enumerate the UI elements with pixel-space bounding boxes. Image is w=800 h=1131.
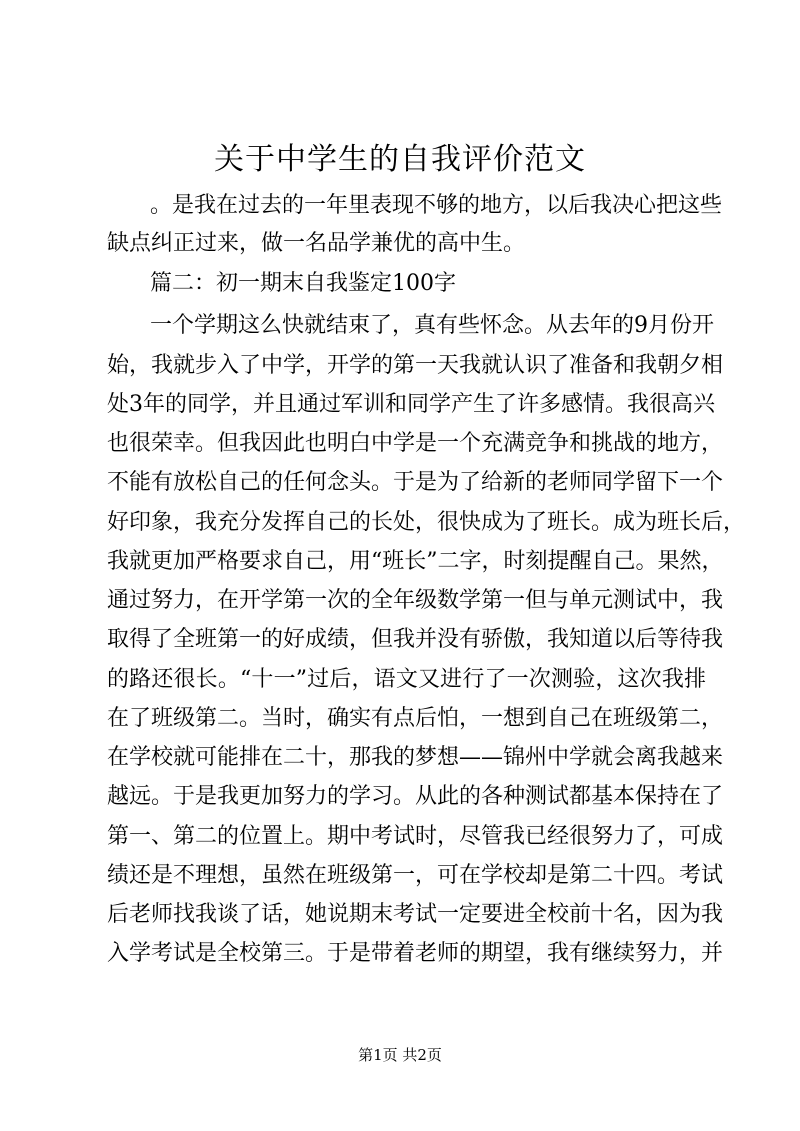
paragraph-line: 入学考试是全校第三。于是带着老师的期望，我有继续努力，并: [107, 941, 724, 966]
paragraph-line: 取得了全班第一的好成绩，但我并没有骄傲，我知道以后等待我: [107, 627, 724, 652]
paragraph-line: 好印象，我充分发挥自己的长处，很快成为了班长。成为班长后，: [107, 510, 746, 535]
paragraph-line: 一个学期这么快就结束了，真有些怀念。从去年的9月份开: [150, 313, 714, 338]
paragraph-line: 始，我就步入了中学，开学的第一天我就认识了准备和我朝夕相: [107, 353, 724, 378]
paragraph-line: 绩还是不理想，虽然在班级第一，可在学校却是第二十四。考试: [107, 863, 724, 888]
paragraph-line: 在学校就可能排在二十，那我的梦想——锦州中学就会离我越来: [107, 745, 724, 770]
paragraph-line: 缺点纠正过来，做一名品学兼优的高中生。: [107, 231, 526, 256]
paragraph-line: 后老师找我谈了话，她说期末考试一定要进全校前十名，因为我: [107, 902, 724, 927]
paragraph-line: 在了班级第二。当时，确实有点后怕，一想到自己在班级第二，: [107, 706, 724, 731]
paragraph-line: 处3年的同学，并且通过军训和同学产生了许多感情。我很高兴: [107, 392, 715, 417]
paragraph-line: 也很荣幸。但我因此也明白中学是一个充满竞争和挑战的地方，: [107, 431, 724, 456]
page-number: 第1页 共2页: [358, 1046, 442, 1064]
page-title: 关于中学生的自我评价范文: [214, 142, 586, 177]
paragraph-line: 的路还很长。“十一”过后，语文又进行了一次测验，这次我排: [107, 667, 706, 692]
paragraph-line: 我就更加严格要求自己，用“班长”二字，时刻提醒自己。果然，: [107, 549, 724, 574]
paragraph-line: 越远。于是我更加努力的学习。从此的各种测试都基本保持在了: [107, 784, 724, 809]
paragraph-line: 第一、第二的位置上。期中考试时，尽管我已经很努力了，可成: [107, 824, 724, 849]
section-heading: 篇二：初一期末自我鉴定100字: [150, 271, 456, 296]
paragraph-line: 不能有放松自己的任何念头。于是为了给新的老师同学留下一个: [107, 470, 724, 495]
paragraph-line: 通过努力，在开学第一次的全年级数学第一但与单元测试中，我: [107, 588, 724, 613]
paragraph-line: 。是我在过去的一年里表现不够的地方，以后我决心把这些: [150, 193, 723, 218]
